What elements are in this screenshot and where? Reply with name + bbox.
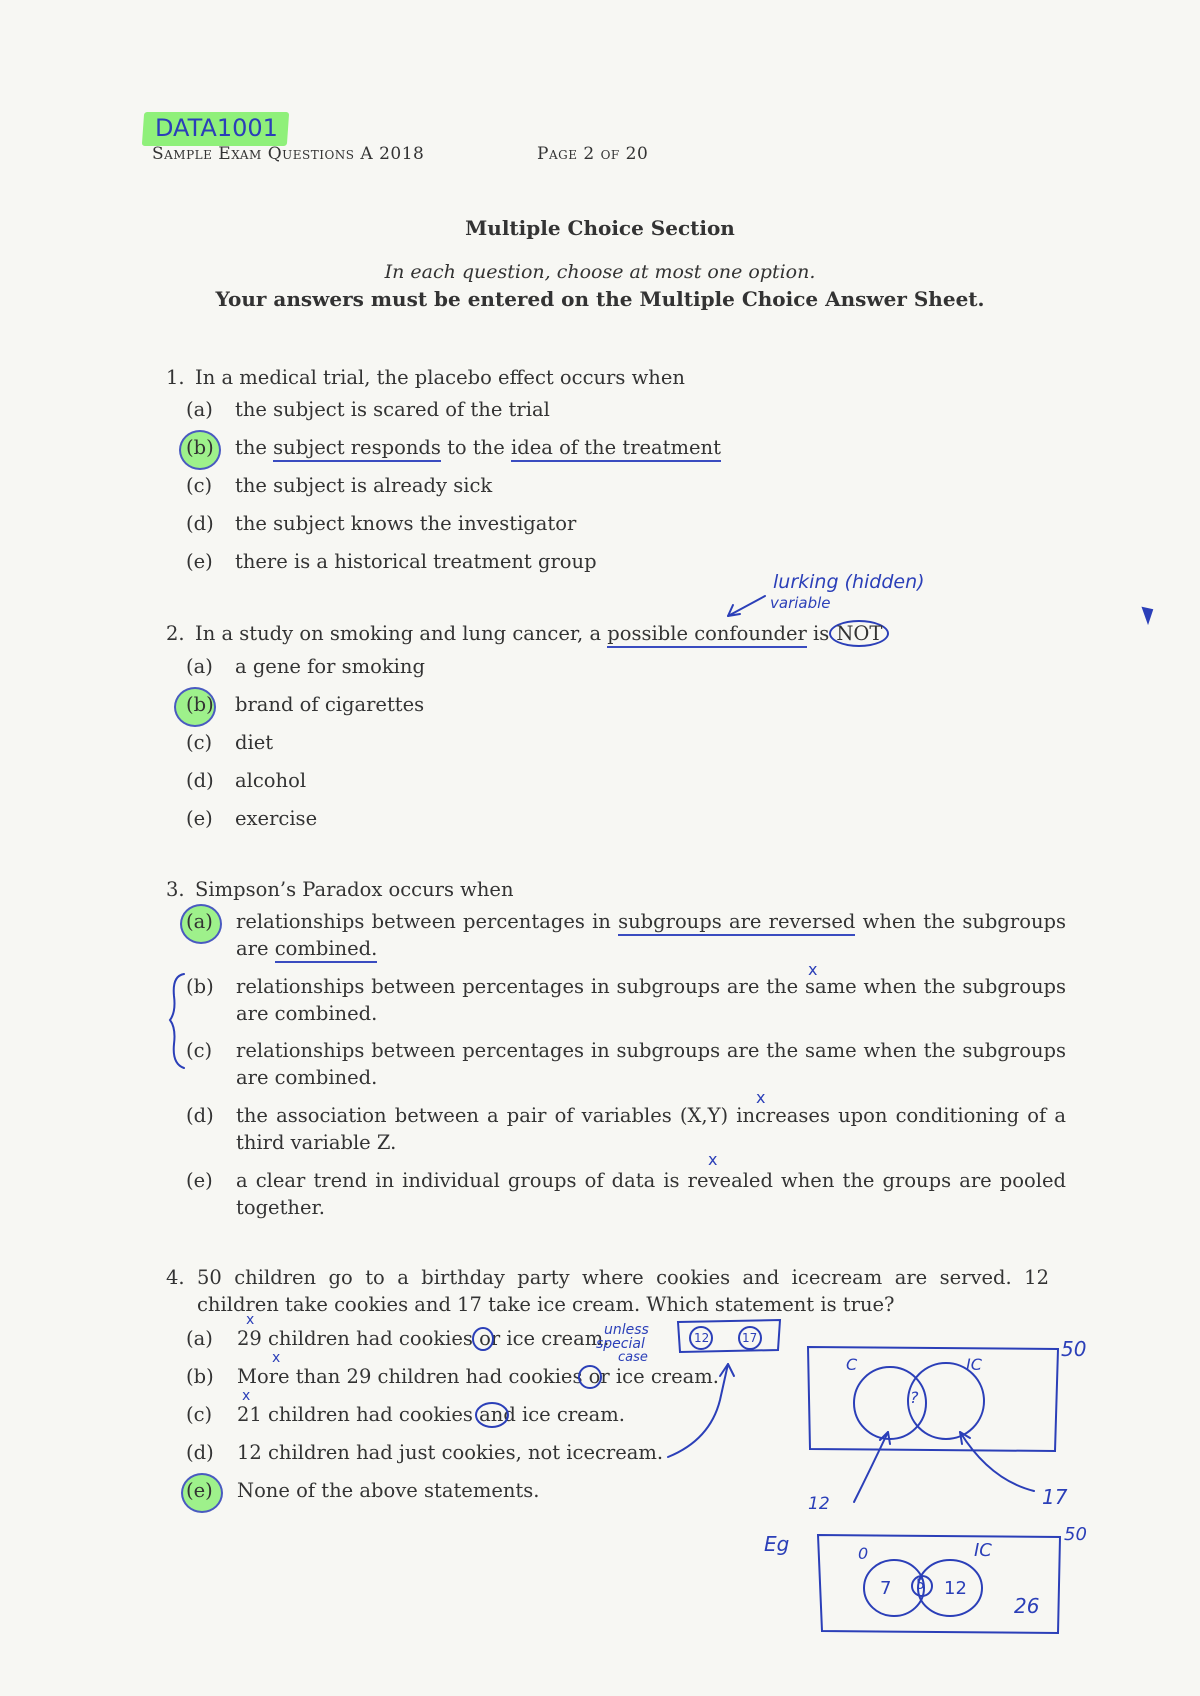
answer-sheet-instruction: Your answers must be entered on the Multiple Choice Answer Sheet.	[215, 287, 985, 311]
venn1-17-label: 17	[1042, 1485, 1068, 1509]
q3-option-d-text: the association between a pair of variables (X,Y) increases upon conditioning of a third variable Z.	[236, 1104, 1066, 1154]
venn2-total: 50	[1064, 1524, 1087, 1545]
example-label: Eg	[764, 1532, 790, 1556]
underline-subgroups-reversed: subgroups are reversed	[618, 910, 855, 936]
q1-option-d-label: (d)	[186, 512, 214, 535]
q3-option-c-label: (c)	[186, 1039, 213, 1062]
q2-option-d-label: (d)	[186, 769, 214, 792]
question-1-stem: In a medical trial, the placebo effect occurs when	[195, 366, 685, 389]
x-mark-29: x	[246, 1312, 255, 1328]
note-special: special	[596, 1336, 645, 1352]
venn2-box	[818, 1535, 1060, 1633]
underline-idea-of-treatment: idea of the treatment	[511, 436, 721, 462]
q2-option-e-label: (e)	[186, 807, 213, 830]
underline-possible-confounder: possible confounder	[607, 622, 807, 648]
q2-option-a-label: (a)	[186, 655, 213, 678]
exam-title: Sample Exam Questions A 2018	[152, 144, 425, 164]
note-box-12: 12	[694, 1331, 710, 1345]
q1-option-b-text: the subject responds to the idea of the treatment	[235, 436, 721, 459]
underline-combined: combined.	[275, 937, 378, 963]
q4-option-a-label: (a)	[186, 1327, 213, 1350]
question-2-number: 2.	[166, 622, 185, 645]
q4-option-c-text: 21 children had cookies and ice cream.	[237, 1403, 625, 1426]
q2-option-a-text: a gene for smoking	[235, 655, 425, 678]
venn1-total: 50	[1061, 1337, 1087, 1361]
question-3-stem: Simpson’s Paradox occurs when	[195, 878, 514, 901]
venn2-circle-cookies	[864, 1560, 924, 1616]
q3-option-e-text: a clear trend in individual groups of data is revealed when the groups are pooled together.	[236, 1169, 1066, 1219]
q2-option-e-text: exercise	[235, 807, 318, 830]
q1-option-a-text: the subject is scared of the trial	[235, 398, 550, 421]
venn1-12-label: 12	[808, 1494, 830, 1514]
q2-option-d-text: alcohol	[235, 769, 307, 792]
q1-option-a-label: (a)	[186, 398, 213, 421]
q2-option-c-text: diet	[235, 731, 274, 754]
question-3-number: 3.	[166, 878, 185, 901]
venn2-icecream-label: IC	[974, 1540, 992, 1561]
q3-option-d-label: (d)	[186, 1104, 214, 1127]
note-box-17: 17	[742, 1331, 758, 1345]
x-mark-21: x	[242, 1388, 251, 1404]
venn1-cookies-label: C	[846, 1355, 858, 1374]
section-title: Multiple Choice Section	[465, 216, 735, 240]
venn1-overlap-question: ?	[910, 1388, 919, 1407]
note-variable: variable	[770, 594, 831, 612]
q4-option-a-text: 29 children had cookies or ice cream.	[237, 1327, 610, 1350]
page-number: Page 2 of 20	[537, 144, 649, 164]
underline-subject-responds: subject responds	[273, 436, 441, 462]
venn2-both: 5	[916, 1577, 925, 1593]
q4-option-d-text: 12 children had just cookies, not icecream.	[237, 1441, 664, 1464]
venn1-arrow-17	[960, 1432, 1034, 1491]
venn1-circle-icecream	[908, 1363, 984, 1439]
q4-option-e-text: None of the above statements.	[237, 1479, 540, 1502]
course-code: DATA1001	[155, 114, 278, 142]
q3-option-b-label: (b)	[186, 975, 214, 998]
q1-option-c-label: (c)	[186, 474, 213, 497]
q1-option-e-text: there is a historical treatment group	[235, 550, 597, 573]
q2-option-c-label: (c)	[186, 731, 213, 754]
q3-option-c-text: relationships between percentages in subgroups are the same when the subgroups are combined.	[236, 1039, 1066, 1089]
q1-option-e-label: (e)	[186, 550, 213, 573]
q4-option-b-label: (b)	[186, 1365, 214, 1388]
venn2-zero: 0	[858, 1544, 869, 1563]
question-4-stem: 50 children go to a birthday party where cookies and icecream are served. 12 children take cookies and 17 take ice cream. Which statement is true?	[197, 1266, 1049, 1316]
venn2-icecream-only: 12	[944, 1578, 967, 1599]
x-mark-more: x	[272, 1350, 281, 1366]
note-unless: unless	[604, 1322, 649, 1338]
q4-option-d-label: (d)	[186, 1441, 214, 1464]
q4-option-c-label: (c)	[186, 1403, 213, 1426]
x-mark-revealed: x	[708, 1150, 718, 1169]
venn2-neither: 26	[1014, 1594, 1040, 1618]
question-1-number: 1.	[166, 366, 185, 389]
q1-option-c-text: the subject is already sick	[235, 474, 493, 497]
x-mark-increases: x	[756, 1088, 766, 1107]
q3-option-a-label: (a)	[186, 910, 213, 933]
q2-option-b-label: (b)	[186, 693, 214, 716]
x-mark-same: x	[808, 960, 818, 979]
q3-option-b-text: relationships between percentages in subgroups are the same when the subgroups are combined.	[236, 975, 1066, 1025]
q4-option-b-text: More than 29 children had cookies or ice cream.	[237, 1365, 719, 1388]
circled-not: NOT	[829, 620, 889, 647]
question-2-stem: In a study on smoking and lung cancer, a possible confounder is NOT	[195, 622, 889, 645]
note-lurking-hidden: lurking (hidden)	[773, 571, 925, 593]
q3-option-a-text: relationships between percentages in subgroups are reversed when the subgroups are combined.	[236, 908, 1066, 962]
q2-option-b-text: brand of cigarettes	[235, 693, 425, 716]
q1-option-b-label: (b)	[186, 436, 214, 459]
note-case: case	[618, 1350, 648, 1365]
q3-option-e-label: (e)	[186, 1169, 213, 1192]
q4-option-e-label: (e)	[186, 1479, 213, 1502]
pen-dot	[1143, 608, 1152, 622]
bracket-b-c	[170, 974, 184, 1068]
q1-option-d-text: the subject knows the investigator	[235, 512, 577, 535]
venn1-arrow-12	[854, 1432, 888, 1502]
question-4-number: 4.	[166, 1266, 185, 1289]
section-instruction: In each question, choose at most one option.	[384, 261, 816, 283]
arrow-to-not	[728, 596, 765, 616]
venn1-icecream-label: IC	[966, 1355, 982, 1374]
venn2-cookies-only: 7	[880, 1578, 892, 1599]
